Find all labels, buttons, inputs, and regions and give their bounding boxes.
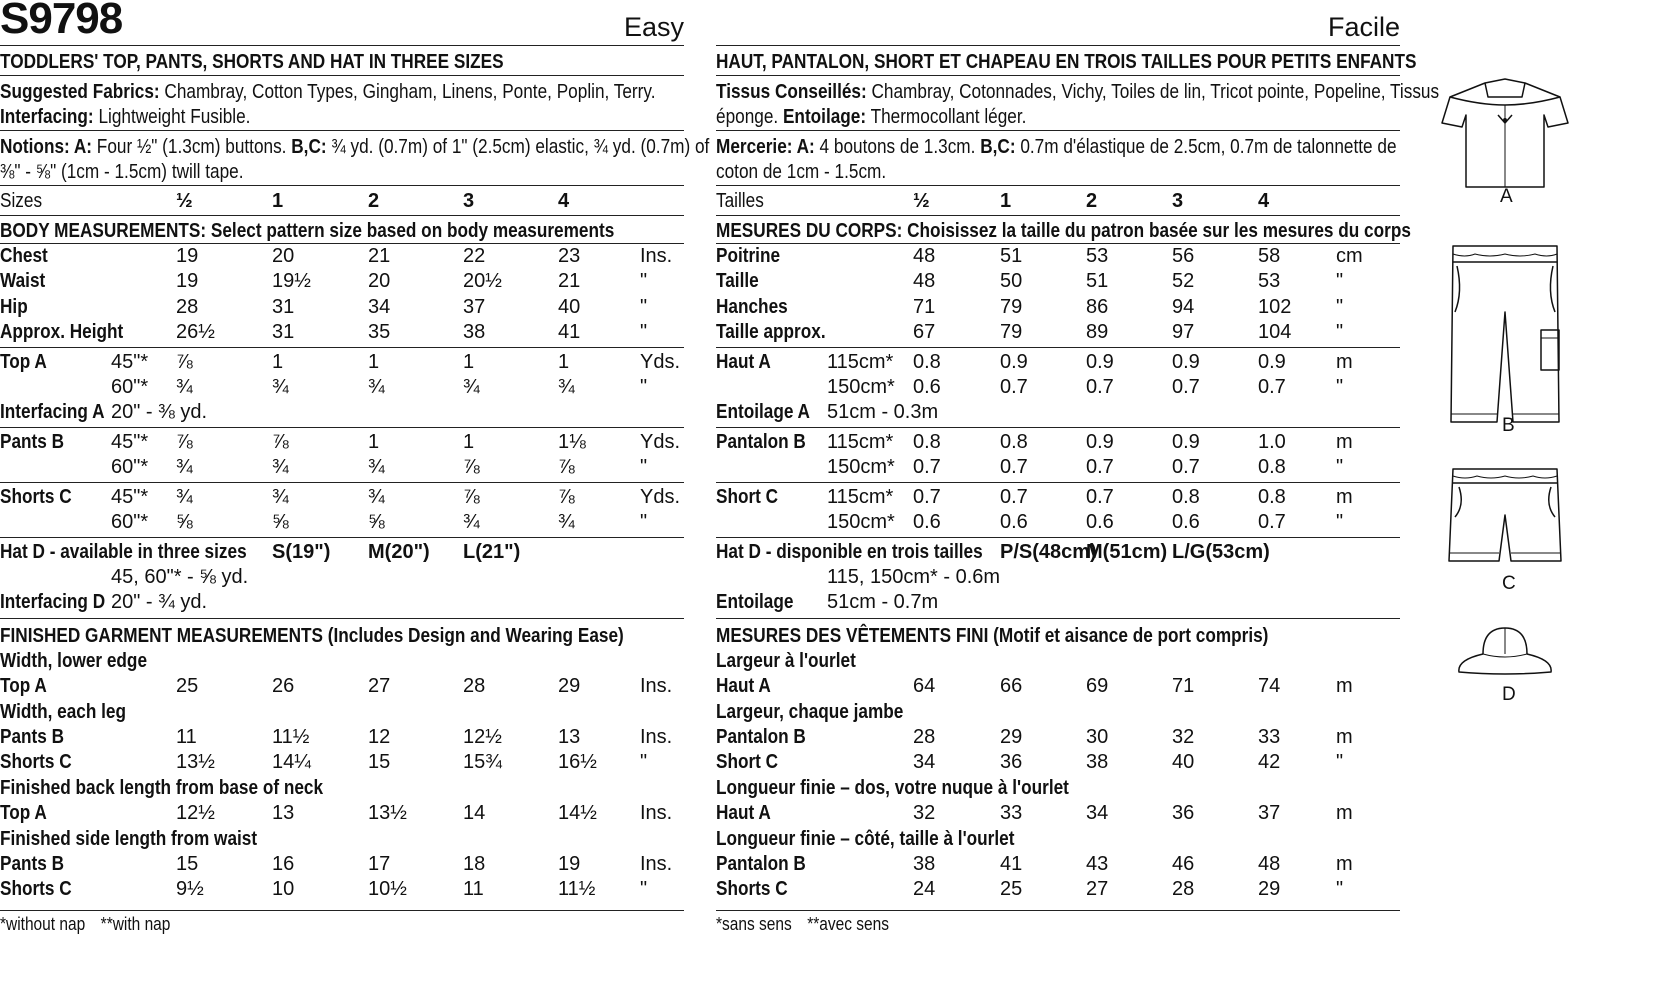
divider bbox=[716, 537, 1400, 538]
table-row: 45, 60"* - ⅝ yd. bbox=[111, 566, 249, 588]
divider bbox=[0, 45, 684, 46]
table-row: Short C 34 36 38 40 42 " bbox=[716, 751, 1344, 773]
subheading: Width, each leg bbox=[0, 701, 127, 723]
notions-line: Mercerie: A: 4 boutons de 1.3cm. B,C: 0.7m d'élastique de 2.5cm, 0.7m de talonnette de bbox=[716, 136, 1397, 158]
footnote: *sans sens **avec sens bbox=[716, 914, 889, 934]
sketch-label-b: B bbox=[1502, 415, 1515, 436]
table-row: Top A 12½ 13 13½ 14 14½ Ins. bbox=[0, 802, 673, 824]
pattern-number: S9798 bbox=[0, 0, 123, 43]
table-row: 150cm* 0.6 0.7 0.7 0.7 0.7 " bbox=[827, 376, 1344, 398]
table-row: Entoilage 51cm - 0.7m bbox=[716, 591, 939, 613]
sketch-label-c: C bbox=[1502, 573, 1516, 594]
sketch-label-a: A bbox=[1500, 186, 1513, 207]
table-row: 150cm* 0.6 0.6 0.6 0.6 0.7 " bbox=[827, 511, 1344, 533]
divider bbox=[716, 910, 1400, 911]
table-row: Interfacing D 20" - ¾ yd. bbox=[0, 591, 208, 613]
divider bbox=[0, 482, 684, 483]
table-row: Chest 19 20 21 22 23 Ins. bbox=[0, 245, 673, 267]
hat-sketch-icon bbox=[1455, 622, 1555, 682]
divider bbox=[716, 482, 1400, 483]
table-row: Interfacing A 20" - ⅜ yd. bbox=[0, 401, 208, 423]
divider bbox=[0, 910, 684, 911]
subheading: Width, lower edge bbox=[0, 650, 148, 672]
table-row: Shorts C 45"* ¾ ¾ ¾ ⅞ ⅞ Yds. bbox=[0, 486, 681, 508]
table-row: Top A 25 26 27 28 29 Ins. bbox=[0, 675, 673, 697]
table-row: 115, 150cm* - 0.6m bbox=[827, 566, 1001, 588]
table-row: 60"* ⅝ ⅝ ⅝ ¾ ¾ " bbox=[111, 511, 648, 533]
table-row: Shorts C 9½ 10 10½ 11 11½ " bbox=[0, 878, 648, 900]
divider bbox=[0, 75, 684, 76]
divider bbox=[716, 45, 1400, 46]
table-row: Pants B 45"* ⅞ ⅞ 1 1 1⅛ Yds. bbox=[0, 431, 681, 453]
divider bbox=[0, 185, 684, 186]
table-row: Shorts C 24 25 27 28 29 " bbox=[716, 878, 1344, 900]
top-sketch-icon bbox=[1440, 75, 1570, 195]
notions-line-2: ⅜" - ⅝" (1cm - 1.5cm) twill tape. bbox=[0, 161, 244, 183]
table-row: Pantalon B 115cm* 0.8 0.8 0.9 0.9 1.0 m bbox=[716, 431, 1353, 453]
table-row: 60"* ¾ ¾ ¾ ¾ ¾ " bbox=[111, 376, 648, 398]
sketch-label-d: D bbox=[1502, 684, 1516, 705]
table-row: Top A 45"* ⅞ 1 1 1 1 Yds. bbox=[0, 351, 681, 373]
fabrics-line: Tissus Conseillés: Chambray, Cotonnades, Vichy, Toiles de lin, Tricot pointe, Popeline, Tissus bbox=[716, 81, 1440, 103]
divider bbox=[0, 130, 684, 131]
difficulty-label: Easy bbox=[623, 12, 684, 42]
table-row: Pantalon B 28 29 30 32 33 m bbox=[716, 726, 1353, 748]
table-row: Entoilage A 51cm - 0.3m bbox=[716, 401, 939, 423]
divider bbox=[716, 185, 1400, 186]
subheading: Longueur finie – dos, votre nuque à l'ourlet bbox=[716, 777, 1069, 799]
sizes-row: Sizes ½ 1 2 3 4 bbox=[0, 190, 570, 212]
french-column bbox=[716, 0, 1440, 996]
divider bbox=[716, 130, 1400, 131]
subheading: Finished back length from base of neck bbox=[0, 777, 324, 799]
notions-line: Notions: A: Four ½" (1.3cm) buttons. B,C: ¾ yd. (0.7m) of 1" (2.5cm) elastic, ¾ yd. (0.7m) of bbox=[0, 136, 710, 158]
table-row: 150cm* 0.7 0.7 0.7 0.7 0.8 " bbox=[827, 456, 1344, 478]
table-row: Waist 19 19½ 20 20½ 21 " bbox=[0, 270, 648, 292]
sizes-row: Tailles ½ 1 2 3 4 bbox=[716, 190, 1270, 212]
divider bbox=[716, 347, 1400, 348]
interfacing-line: Interfacing: Lightweight Fusible. bbox=[0, 106, 251, 128]
table-row: Pants B 15 16 17 18 19 Ins. bbox=[0, 853, 673, 875]
divider bbox=[716, 427, 1400, 428]
table-row: Haut A 115cm* 0.8 0.9 0.9 0.9 0.9 m bbox=[716, 351, 1353, 373]
table-row: Pantalon B 38 41 43 46 48 m bbox=[716, 853, 1353, 875]
divider bbox=[0, 215, 684, 216]
table-row: Hanches 71 79 86 94 102 " bbox=[716, 296, 1344, 318]
garment-sketches bbox=[1420, 60, 1668, 720]
divider bbox=[716, 75, 1400, 76]
table-row: 60"* ¾ ¾ ¾ ⅞ ⅞ " bbox=[111, 456, 648, 478]
subheading: Longueur finie – côté, taille à l'ourlet bbox=[716, 828, 1015, 850]
body-measurements-heading: MESURES DU CORPS: Choisissez la taille du patron basée sur les mesures du corps bbox=[716, 220, 1411, 242]
interfacing-line: éponge. Entoilage: Thermocollant léger. bbox=[716, 106, 1027, 128]
shorts-sketch-icon bbox=[1445, 465, 1565, 565]
pants-sketch-icon bbox=[1445, 242, 1565, 427]
table-row: Taille approx. 67 79 89 97 104 " bbox=[716, 321, 1344, 343]
body-measurements-heading: BODY MEASUREMENTS: Select pattern size based on body measurements bbox=[0, 220, 615, 242]
table-row: Short C 115cm* 0.7 0.7 0.7 0.8 0.8 m bbox=[716, 486, 1353, 508]
table-row: Pants B 11 11½ 12 12½ 13 Ins. bbox=[0, 726, 673, 748]
pattern-title: TODDLERS' TOP, PANTS, SHORTS AND HAT IN THREE SIZES bbox=[0, 51, 504, 73]
divider bbox=[0, 427, 684, 428]
subheading: Largeur, chaque jambe bbox=[716, 701, 904, 723]
notions-line-2: coton de 1cm - 1.5cm. bbox=[716, 161, 887, 183]
table-row: Approx. Height 26½ 31 35 38 41 " bbox=[0, 321, 648, 343]
footnote: *without nap **with nap bbox=[0, 914, 171, 934]
finished-measurements-heading: MESURES DES VÊTEMENTS FINI (Motif et aisance de port compris) bbox=[716, 625, 1269, 647]
hat-row: Hat D - available in three sizes S(19") M(20") L(21") bbox=[0, 541, 521, 563]
pattern-title: HAUT, PANTALON, SHORT ET CHAPEAU EN TROIS TAILLES POUR PETITS ENFANTS bbox=[716, 51, 1417, 73]
fabrics-line: Suggested Fabrics: Chambray, Cotton Types, Gingham, Linens, Ponte, Poplin, Terry. bbox=[0, 81, 656, 103]
table-row: Hip 28 31 34 37 40 " bbox=[0, 296, 648, 318]
subheading: Finished side length from waist bbox=[0, 828, 258, 850]
subheading: Largeur à l'ourlet bbox=[716, 650, 856, 672]
table-row: Haut A 64 66 69 71 74 m bbox=[716, 675, 1353, 697]
difficulty-label: Facile bbox=[1327, 12, 1400, 42]
divider bbox=[716, 618, 1400, 619]
table-row: Poitrine 48 51 53 56 58 cm bbox=[716, 245, 1363, 267]
divider bbox=[716, 215, 1400, 216]
finished-measurements-heading: FINISHED GARMENT MEASUREMENTS (Includes Design and Wearing Ease) bbox=[0, 625, 624, 647]
divider bbox=[0, 618, 684, 619]
table-row: Taille 48 50 51 52 53 " bbox=[716, 270, 1344, 292]
english-column bbox=[0, 0, 710, 996]
hat-row: Hat D - disponible en trois tailles P/S(48cm) M(51cm) L/G(53cm) bbox=[716, 541, 1270, 563]
divider bbox=[0, 347, 684, 348]
table-row: Shorts C 13½ 14¼ 15 15¾ 16½ " bbox=[0, 751, 648, 773]
table-row: Haut A 32 33 34 36 37 m bbox=[716, 802, 1353, 824]
divider bbox=[0, 537, 684, 538]
